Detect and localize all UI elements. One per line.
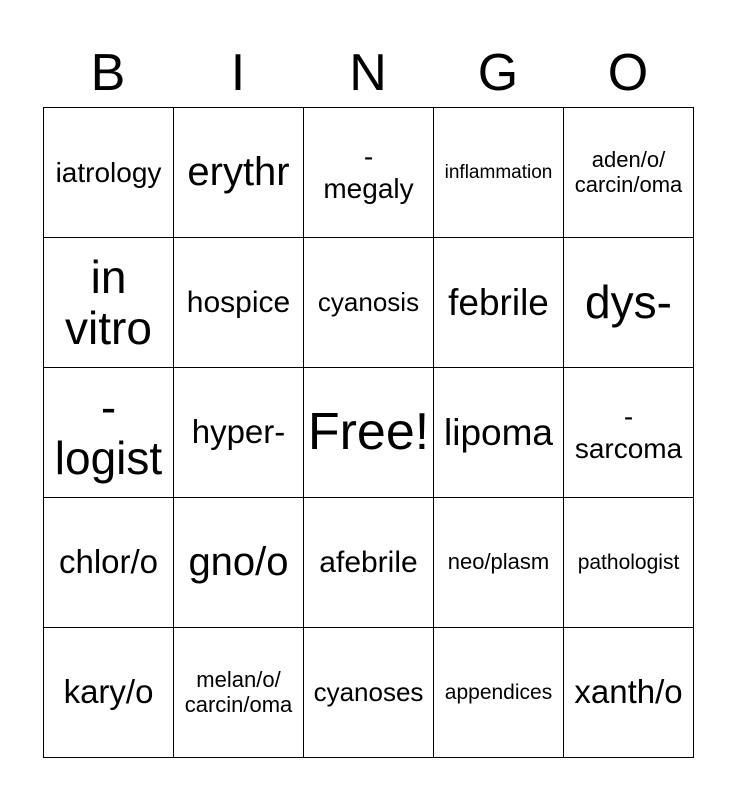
bingo-cell[interactable]: - megaly <box>304 108 434 238</box>
bingo-cell[interactable]: xanth/o <box>564 628 694 758</box>
bingo-header <box>43 40 693 106</box>
bingo-cell[interactable]: gno/o <box>174 498 304 628</box>
bingo-cell[interactable]: erythr <box>174 108 304 238</box>
header-letter-i: I <box>230 44 246 102</box>
bingo-cell[interactable]: inflammation <box>434 108 564 238</box>
bingo-cell[interactable]: - logist <box>44 368 174 498</box>
bingo-cell[interactable]: iatrology <box>44 108 174 238</box>
bingo-cell[interactable]: febrile <box>434 238 564 368</box>
bingo-cell[interactable]: appendices <box>434 628 564 758</box>
bingo-cell[interactable]: chlor/o <box>44 498 174 628</box>
bingo-board <box>43 107 694 758</box>
header-letter-g: G <box>477 44 519 102</box>
header-letter-n: N <box>349 44 387 102</box>
bingo-cell[interactable]: melan/o/ carcin/oma <box>174 628 304 758</box>
header-letter-o: O <box>607 44 649 102</box>
free-space-cell[interactable]: Free! <box>304 368 434 498</box>
header-letter-b: B <box>90 44 126 102</box>
bingo-cell[interactable]: aden/o/ carcin/oma <box>564 108 694 238</box>
bingo-cell[interactable]: - sarcoma <box>564 368 694 498</box>
bingo-cell[interactable]: pathologist <box>564 498 694 628</box>
bingo-cell[interactable]: cyanoses <box>304 628 434 758</box>
bingo-cell[interactable]: cyanosis <box>304 238 434 368</box>
bingo-cell[interactable]: lipoma <box>434 368 564 498</box>
bingo-cell[interactable]: hyper- <box>174 368 304 498</box>
bingo-cell[interactable]: afebrile <box>304 498 434 628</box>
bingo-cell[interactable]: kary/o <box>44 628 174 758</box>
bingo-cell[interactable]: hospice <box>174 238 304 368</box>
bingo-cell[interactable]: in vitro <box>44 238 174 368</box>
bingo-cell[interactable]: dys- <box>564 238 694 368</box>
bingo-cell[interactable]: neo/plasm <box>434 498 564 628</box>
